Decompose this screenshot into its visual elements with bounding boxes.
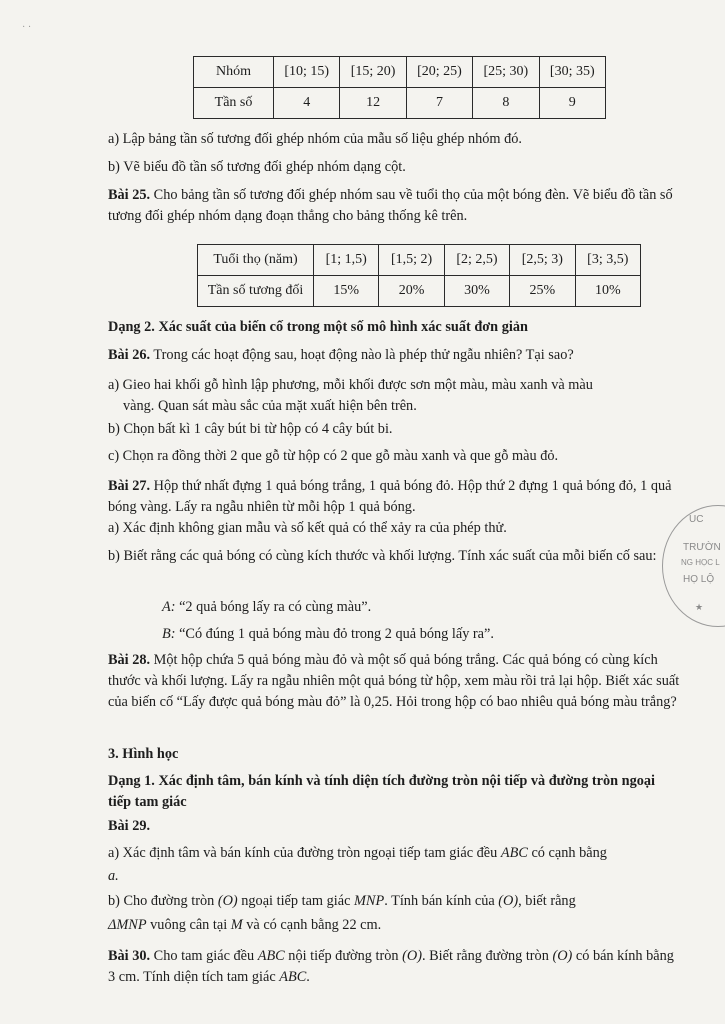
exercise-29-label: Bài 29. [108, 818, 151, 834]
table-header-cell: Nhóm [194, 57, 274, 88]
text-run: Cho tam giác đều [150, 948, 258, 964]
event-b [162, 624, 662, 645]
table-cell: 30% [444, 276, 509, 307]
exercise-28 [108, 650, 680, 713]
exercise-text: Trong các hoạt động sau, hoạt động nào là phép thử ngẫu nhiên? Tại sao? [150, 347, 574, 363]
math-var: ΔMNP [108, 917, 147, 933]
math-var: ABC [279, 969, 307, 985]
table-cell: 20% [379, 276, 444, 307]
exercise-26-part-b: b) Chọn bất kì 1 cây bút bi từ hộp có 4 cây bút bi. [108, 421, 393, 437]
exercise-26 [108, 345, 680, 366]
table-cell: 15% [314, 276, 379, 307]
frequency-table-1 [193, 56, 606, 119]
exercise-27-part-b: b) Biết rằng các quả bóng có cùng kích thước và khối lượng. Tính xác suất của mỗi biến cố sau: [108, 548, 657, 564]
table-cell: 4 [274, 88, 340, 119]
exercise-27 [108, 476, 680, 518]
exercise-25 [108, 185, 680, 227]
table-header-cell: [25; 30) [473, 57, 539, 88]
scan-speck: · · [22, 22, 32, 33]
exercise-part-b: b) Vẽ biểu đồ tần số tương đối ghép nhóm dạng cột. [108, 159, 406, 175]
table-cell: 9 [539, 88, 605, 119]
stamp-text: NG HỌC L [681, 558, 720, 567]
exercise-30 [108, 946, 680, 988]
math-var: M [230, 917, 243, 933]
event-a [162, 597, 662, 618]
text-run: . Biết rằng đường tròn [421, 948, 553, 964]
relative-frequency-table [197, 244, 641, 307]
exercise-26-part-a: a) Gieo hai khối gỗ hình lập phương, mỗi khối được sơn một màu, màu xanh và màu [108, 377, 593, 393]
exercise-label: Bài 30. [108, 948, 151, 964]
text-run: , biết rằng [518, 893, 576, 909]
exercise-29-part-a [108, 843, 680, 864]
table-cell: 8 [473, 88, 539, 119]
table-header-cell: Tuổi thọ (năm) [198, 245, 314, 276]
math-var: (O) [552, 948, 573, 964]
table-cell: 7 [406, 88, 472, 119]
event-text: “2 quả bóng lấy ra có cùng màu”. [175, 599, 372, 615]
exercise-label: Bài 26. [108, 347, 151, 363]
exercise-part-a: a) Lập bảng tần số tương đối ghép nhóm của mẫu số liệu ghép nhóm đó. [108, 131, 522, 147]
section-heading-geometry: 3. Hình học [108, 746, 179, 762]
exercise-label: Bài 28. [108, 652, 151, 668]
stamp-star-icon: ★ [695, 602, 704, 612]
table-row [194, 88, 606, 119]
exercise-29-part-b [108, 891, 680, 912]
table-cell: Tần số tương đối [198, 276, 314, 307]
table-header-cell: [2,5; 3) [510, 245, 575, 276]
math-var: ABC [257, 948, 285, 964]
text-run: có cạnh bằng [527, 845, 607, 861]
math-var: (O) [498, 893, 519, 909]
table-header-cell: [1; 1,5) [314, 245, 379, 276]
exercise-26-part-a-cont: vàng. Quan sát màu sắc của mặt xuất hiện bên trên. [123, 398, 417, 414]
text-run: ngoại tiếp tam giác [237, 893, 355, 909]
table-row [194, 57, 606, 88]
table-header-cell: [20; 25) [406, 57, 472, 88]
event-text: “Có đúng 1 quả bóng màu đỏ trong 2 quả bóng lấy ra”. [175, 626, 494, 642]
math-var: ABC [500, 845, 528, 861]
exercise-29-part-b-cont [108, 915, 680, 936]
math-var: (O) [217, 893, 238, 909]
exercise-26-part-c: c) Chọn ra đồng thời 2 que gỗ từ hộp có 2 que gỗ màu xanh và que gỗ màu đỏ. [108, 448, 559, 464]
text-run: . Tính bán kính của [384, 893, 499, 909]
exercise-text: Hộp thứ nhất đựng 1 quả bóng trắng, 1 quả bóng đỏ. Hộp thứ 2 đựng 1 quả bóng đỏ, 1 quả bóng vàng. Lấy ra ngẫu nhiên từ mỗi hộp 1 quả bóng. [108, 478, 672, 515]
table-header-cell: [15; 20) [340, 57, 406, 88]
section-heading-dang-2: Dạng 2. Xác suất của biến cố trong một số mô hình xác suất đơn giản [108, 319, 528, 335]
table-cell: 10% [575, 276, 640, 307]
table-header-cell: [30; 35) [539, 57, 605, 88]
exercise-text: Một hộp chứa 5 quả bóng màu đỏ và một số quả bóng trắng. Các quả bóng có cùng kích thước và khối lượng. Lấy ra ngẫu nhiên một quả bóng từ hộp, xem màu rồi trả lại hộp. Biết xác suất của biến cố “Lấy được quả bóng màu đỏ” là 0,25. Hỏi trong hộp có bao nhiêu quả bóng màu trắng? [108, 652, 680, 710]
section-heading-dang-1: Dạng 1. Xác định tâm, bán kính và tính diện tích đường tròn nội tiếp và đường tròn ngoại tiếp tam giác [108, 773, 656, 810]
exercise-27-part-a: a) Xác định không gian mẫu và số kết quả có thể xảy ra của phép thử. [108, 520, 507, 536]
stamp-text: UC [689, 514, 704, 525]
table-header-cell: [3; 3,5) [575, 245, 640, 276]
exercise-29-part-a-var: a. [108, 868, 119, 884]
text-run: a) Xác định tâm và bán kính của đường tròn ngoại tiếp tam giác đều [108, 845, 501, 861]
table-header-cell: [10; 15) [274, 57, 340, 88]
text-run: b) Cho đường tròn [108, 893, 218, 909]
text-run: có bán kính bằng 3 cm. Tính diện tích tam giác [108, 948, 674, 985]
event-variable: A: [162, 599, 176, 615]
math-var: (O) [402, 948, 422, 964]
text-run: . [306, 969, 310, 985]
math-var: MNP [354, 893, 385, 909]
text-run: vuông cân tại [146, 917, 231, 933]
table-cell: 25% [510, 276, 575, 307]
table-cell: Tần số [194, 88, 274, 119]
exercise-label: Bài 25. [108, 187, 151, 203]
stamp-text: TRƯỜN [683, 542, 721, 553]
table-cell: 12 [340, 88, 406, 119]
text-run: nội tiếp đường tròn [284, 948, 403, 964]
exercise-label: Bài 27. [108, 478, 151, 494]
table-row [198, 276, 641, 307]
exercise-text: Cho bảng tần số tương đối ghép nhóm sau về tuổi thọ của một bóng đèn. Vẽ biểu đồ tần số tương đối ghép nhóm dạng đoạn thẳng cho bảng thống kê trên. [108, 187, 673, 224]
table-header-cell: [1,5; 2) [379, 245, 444, 276]
event-variable: B: [162, 626, 176, 642]
table-row [198, 245, 641, 276]
text-run: và có cạnh bằng 22 cm. [242, 917, 382, 933]
stamp-text: HỌ LỘ [683, 574, 715, 585]
table-header-cell: [2; 2,5) [444, 245, 509, 276]
